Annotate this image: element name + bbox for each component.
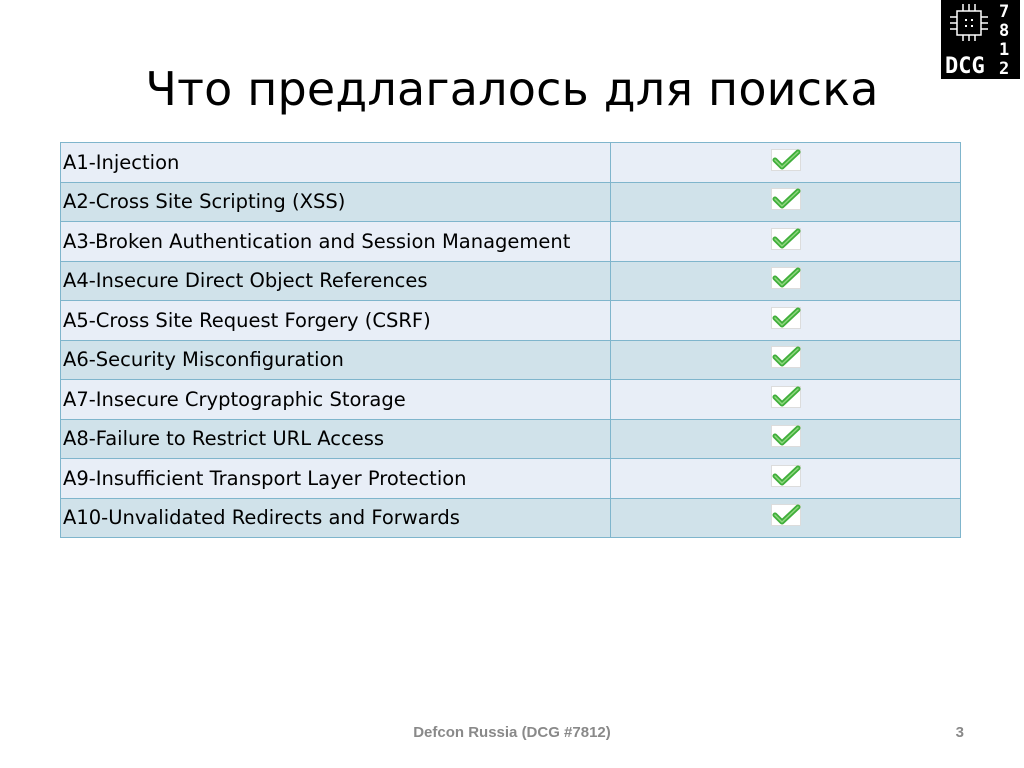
table-row <box>61 222 961 262</box>
table-row <box>61 380 961 420</box>
checkmark-icon <box>771 149 801 176</box>
logo-digit-2: 8 <box>999 21 1010 41</box>
checkmark-icon <box>771 465 801 492</box>
risk-name: A2-Cross Site Scripting (XSS) <box>61 182 611 222</box>
table-row <box>61 143 961 183</box>
dcg-7812-logo-icon <box>941 0 1020 79</box>
check-cell <box>611 340 961 380</box>
checkmark-icon <box>771 307 801 334</box>
check-cell <box>611 498 961 538</box>
logo-digit-1: 7 <box>999 2 1010 22</box>
slide-title: Что предлагалось для поиска <box>145 62 879 116</box>
check-cell <box>611 380 961 420</box>
footer-text: Defcon Russia (DCG #7812) <box>413 724 611 741</box>
table-row <box>61 182 961 222</box>
checkmark-icon <box>771 228 801 255</box>
checkmark-icon <box>771 346 801 373</box>
checkmark-icon <box>771 504 801 531</box>
logo-digit-3: 1 <box>999 40 1010 60</box>
owasp-top10-table <box>60 142 961 538</box>
logo-letters: DCG <box>945 54 985 79</box>
check-cell <box>611 182 961 222</box>
table-row <box>61 498 961 538</box>
table-row <box>61 459 961 499</box>
table-row <box>61 419 961 459</box>
check-cell <box>611 301 961 341</box>
check-cell <box>611 222 961 262</box>
checkmark-icon <box>771 425 801 452</box>
table-row <box>61 340 961 380</box>
table-row <box>61 301 961 341</box>
risk-name: A3-Broken Authentication and Session Management <box>61 222 611 262</box>
checkmark-icon <box>771 188 801 215</box>
risk-name: A4-Insecure Direct Object References <box>61 261 611 301</box>
checkmark-icon <box>771 386 801 413</box>
risk-name: A9-Insufficient Transport Layer Protection <box>61 459 611 499</box>
risk-name: A1-Injection <box>61 143 611 183</box>
check-cell <box>611 459 961 499</box>
table-row <box>61 261 961 301</box>
risk-name: A5-Cross Site Request Forgery (CSRF) <box>61 301 611 341</box>
check-cell <box>611 143 961 183</box>
check-cell <box>611 261 961 301</box>
logo-digit-4: 2 <box>999 59 1010 79</box>
risk-name: A8-Failure to Restrict URL Access <box>61 419 611 459</box>
check-cell <box>611 419 961 459</box>
risk-name: A7-Insecure Cryptographic Storage <box>61 380 611 420</box>
checkmark-icon <box>771 267 801 294</box>
risk-name: A10-Unvalidated Redirects and Forwards <box>61 498 611 538</box>
page-number: 3 <box>955 724 964 741</box>
risk-name: A6-Security Misconfiguration <box>61 340 611 380</box>
